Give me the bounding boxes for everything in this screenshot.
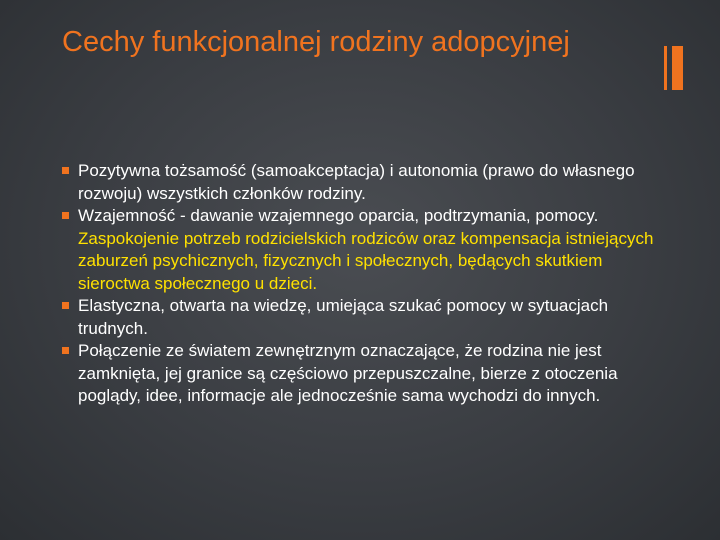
list-item [62,160,672,205]
highlighted-text: Zaspokojenie potrzeb rodzicielskich rodziców oraz kompensacja istniejących zaburzeń psychicznych, fizycznych i społecznych, będących skutkiem sieroctwa społecznego u dzieci. [78,228,654,293]
accent-bar-thin [664,46,667,90]
item-text: Elastyczna, otwarta na wiedzę, umiejąca szukać pomocy w sytuacjach trudnych. [78,296,609,338]
list-item [62,340,672,408]
item-text: Wzajemność - dawanie wzajemnego oparcia, podtrzymania, pomocy. [78,206,599,225]
item-text: Pozytywna tożsamość (samoakceptacja) i autonomia (prawo do własnego rozwoju) wszystkich członków rodziny. [78,161,635,203]
item-text: Połączenie ze światem zewnętrznym oznaczające, że rodzina nie jest zamknięta, jej granice są częściowo przepuszczalne, bierze z otoczenia poglądy, idee, informacje ale jednocześnie sama wychodzi do innych. [78,341,618,405]
list-item [62,205,672,295]
list-item [62,295,672,340]
square-bullet-icon [62,167,69,174]
square-bullet-icon [62,212,69,219]
bullet-list [62,160,672,408]
square-bullet-icon [62,302,69,309]
accent-bar-thick [672,46,683,90]
slide-title: Cechy funkcjonalnej rodziny adopcyjnej [62,26,570,58]
square-bullet-icon [62,347,69,354]
